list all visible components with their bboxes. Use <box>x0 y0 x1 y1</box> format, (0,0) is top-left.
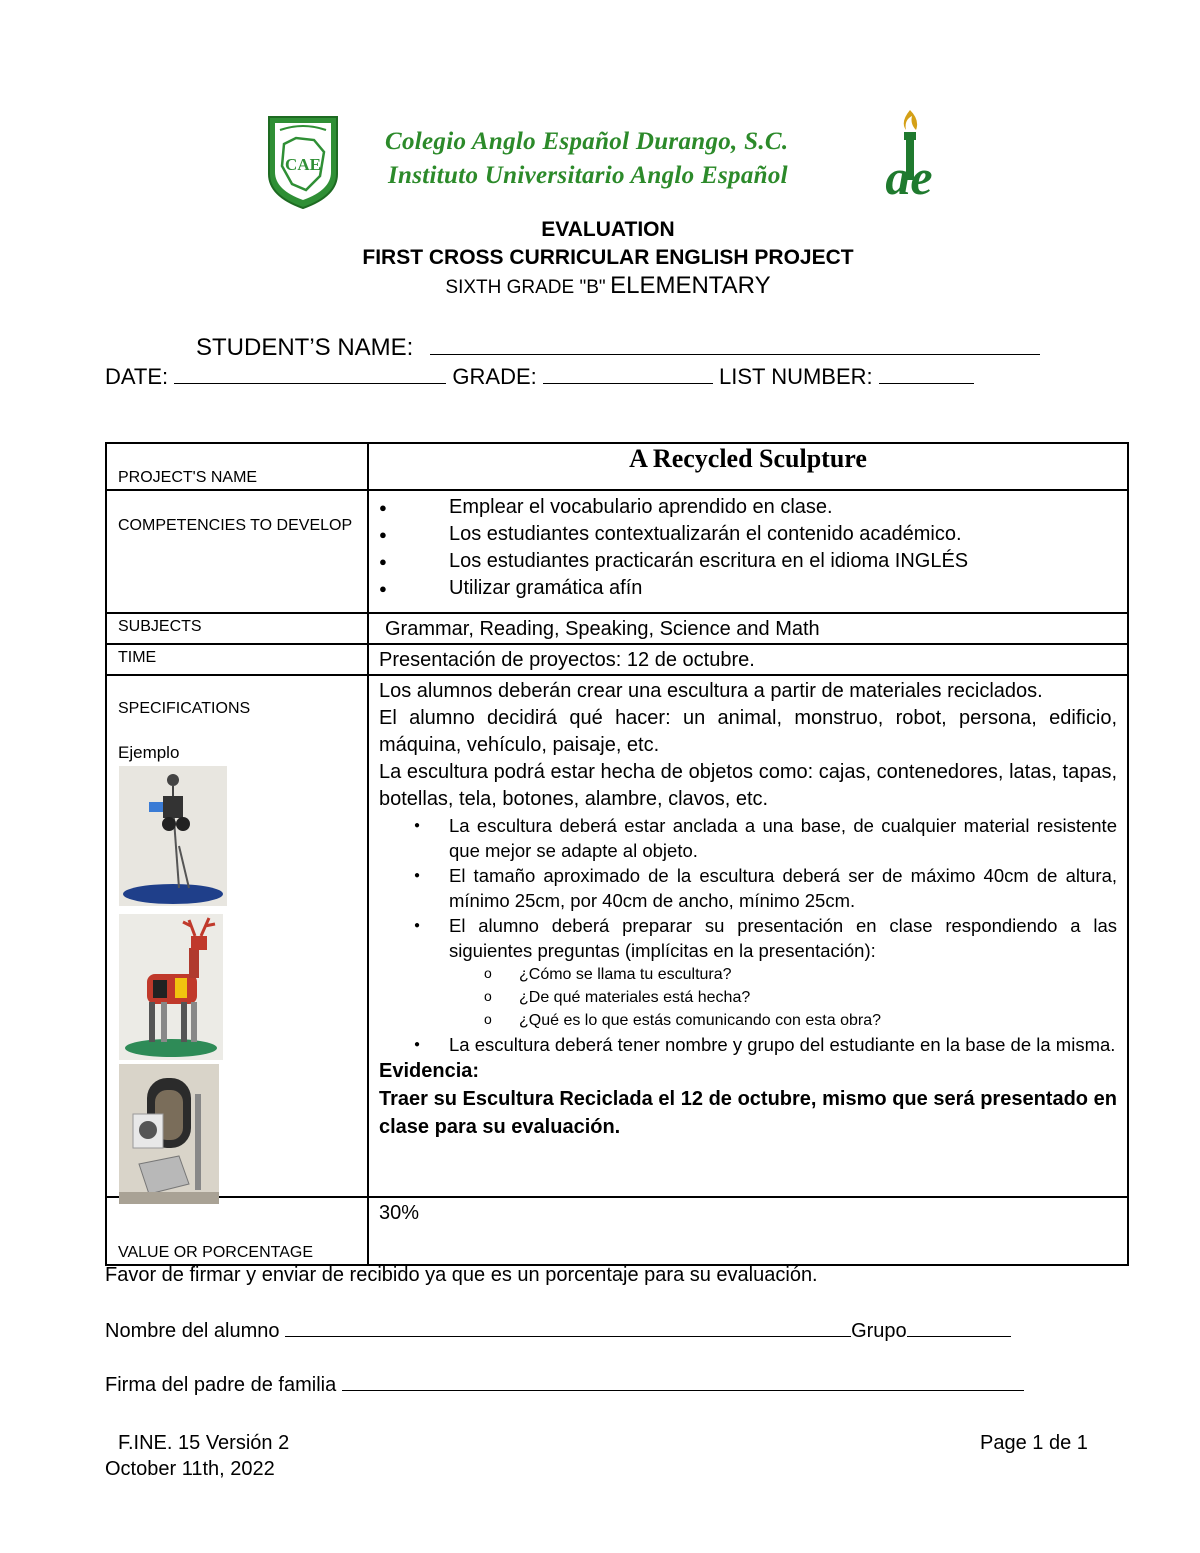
grade-label: GRADE: <box>452 364 537 389</box>
spec-bullet-list-2 <box>379 1032 1117 1057</box>
student-name-row <box>196 334 1040 362</box>
list-item: ● Los estudiantes practicarán escritura en el idioma INGLÉS <box>379 548 1127 575</box>
list-item: ● Los estudiantes contextualizarán el contenido académico. <box>379 521 1127 548</box>
time-value: Presentación de proyectos: 12 de octubre. <box>368 644 1128 675</box>
list-item: ● La escultura deberá estar anclada a una base, de cualquier material resistente que mejor se adapte al objeto. <box>379 813 1117 863</box>
date-grade-row <box>105 364 974 390</box>
grade-field[interactable] <box>543 365 713 384</box>
date-field[interactable] <box>174 365 446 384</box>
list-number-label: LIST NUMBER: <box>719 364 873 389</box>
table-row <box>106 613 1128 644</box>
question-list <box>379 963 1117 1032</box>
date-label: DATE: <box>105 364 169 389</box>
student-name-label: STUDENT’S NAME: <box>196 334 414 361</box>
list-item <box>379 986 1117 1009</box>
spec-paragraph-3: La escultura podrá estar hecha de objetos como: cajas, contenedores, latas, tapas, botellas, tela, botones, alambre, clavos, etc. <box>379 761 1117 810</box>
evidence-text: Traer su Escultura Reciclada el 12 de octubre, mismo que será presentado en clase para su evaluación. <box>379 1088 1117 1138</box>
table-row <box>106 644 1128 675</box>
question-text: ¿Cómo se llama tu escultura? <box>519 966 732 983</box>
list-item: ● La escultura deberá tener nombre y grupo del estudiante en la base de la misma. <box>379 1032 1117 1057</box>
footer-student-name-label: Nombre del alumno <box>105 1320 280 1342</box>
footer-student-name-field[interactable] <box>285 1318 851 1337</box>
subjects-value: Grammar, Reading, Speaking, Science and Math <box>368 613 1128 644</box>
project-name-value: A Recycled Sculpture <box>368 443 1128 490</box>
time-label: TIME <box>106 644 368 675</box>
school-name-line1: Colegio Anglo Español Durango, S.C. <box>385 128 789 155</box>
list-item: ● Utilizar gramática afín <box>379 575 1127 602</box>
table-row <box>106 443 1128 490</box>
spec-paragraph-2: El alumno decidirá qué hacer: un animal, monstruo, robot, persona, edificio, máquina, vehículo, paisaje, etc. <box>379 707 1117 756</box>
title-project: FIRST CROSS CURRICULAR ENGLISH PROJECT <box>362 246 854 269</box>
question-text: ¿De qué materiales está hecha? <box>519 989 751 1006</box>
group-label: Grupo <box>851 1320 907 1342</box>
example-label: Ejemplo <box>118 742 180 762</box>
specifications-cell <box>106 675 368 1197</box>
title-grade-text: SIXTH GRADE "B" <box>445 277 606 298</box>
list-item <box>379 1009 1117 1032</box>
table-row <box>106 1197 1128 1265</box>
title-grade <box>0 272 1200 300</box>
value-label: VALUE OR PORCENTAGE <box>106 1197 368 1265</box>
project-table <box>105 442 1129 1266</box>
title-elementary: ELEMENTARY <box>610 272 771 299</box>
question-text: ¿Qué es lo que estás comunicando con esta obra? <box>519 1012 881 1029</box>
list-item: ● El tamaño aproximado de la escultura deberá ser de máximo 40cm de altura, mínimo 25cm, por 40cm de ancho, mínimo 25cm. <box>379 863 1117 913</box>
list-item: ● Emplear el vocabulario aprendido en clase. <box>379 494 1127 521</box>
logo-right-text: ae <box>885 149 933 205</box>
footer-date: October 11th, 2022 <box>105 1458 275 1480</box>
form-code: F.INE. 15 Versión 2 <box>118 1432 290 1454</box>
parent-signature-label: Firma del padre de familia <box>105 1374 337 1396</box>
logo-left-text: CAE <box>285 155 321 174</box>
list-item: ● El alumno deberá preparar su presentación en clase respondiendo a las siguientes preguntas (implícitas en la presentación): <box>379 913 1117 963</box>
parent-signature-field[interactable] <box>342 1372 1024 1391</box>
example-photo-machine <box>119 1064 219 1204</box>
competencies-label: COMPETENCIES TO DEVELOP <box>106 490 368 613</box>
title-evaluation: EVALUATION <box>541 218 675 241</box>
competencies-cell <box>368 490 1128 613</box>
value-amount: 30% <box>368 1197 1128 1265</box>
table-row <box>106 490 1128 613</box>
institute-torch-logo <box>870 108 948 206</box>
project-name-label: PROJECT'S NAME <box>106 443 368 490</box>
school-shield-logo <box>266 114 340 210</box>
evidence-label: Evidencia: <box>379 1060 480 1082</box>
parent-signature-row <box>105 1372 1024 1397</box>
example-photo-robot <box>119 766 227 906</box>
list-item <box>379 963 1117 986</box>
group-field[interactable] <box>907 1318 1011 1337</box>
school-name-line2: Instituto Universitario Anglo Español <box>388 162 788 189</box>
example-photo-deer <box>119 914 223 1060</box>
student-signature-row <box>105 1318 1011 1343</box>
subjects-label: SUBJECTS <box>106 613 368 644</box>
specifications-content <box>368 675 1128 1197</box>
student-name-field[interactable] <box>430 336 1040 355</box>
list-number-field[interactable] <box>879 365 974 384</box>
table-row <box>106 675 1128 1197</box>
spec-paragraph-1: Los alumnos deberán crear una escultura a partir de materiales reciclados. <box>379 680 1043 702</box>
specifications-label: SPECIFICATIONS <box>118 700 251 717</box>
spec-bullet-list <box>379 813 1117 963</box>
page-number: Page 1 de 1 <box>980 1432 1088 1454</box>
receipt-note: Favor de firmar y enviar de recibido ya que es un porcentaje para su evaluación. <box>105 1264 818 1286</box>
competencies-list <box>369 494 1127 602</box>
